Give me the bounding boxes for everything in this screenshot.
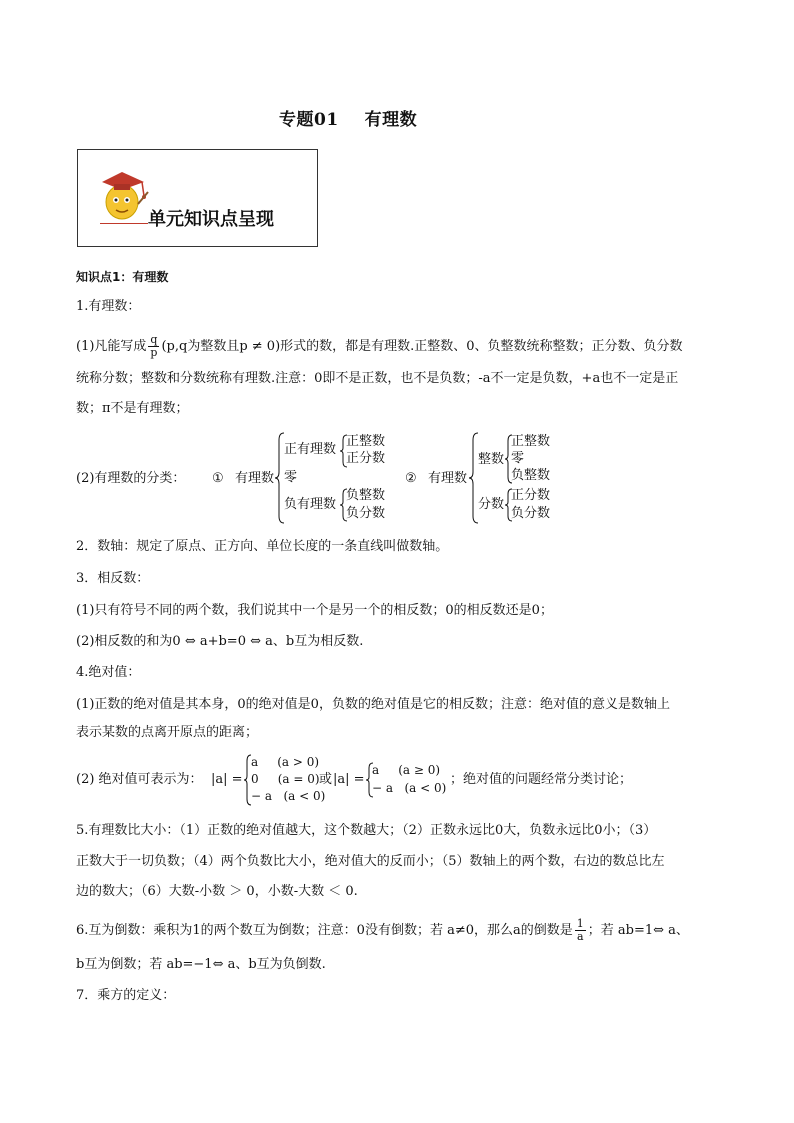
abs-case1-c: − a (a < 0) [251, 789, 326, 803]
c1-num: ① [212, 471, 224, 486]
s2-text: 2．数轴：规定了原点、正方向、单位长度的一条直线叫做数轴。 [76, 539, 449, 554]
abs-def-b: |a| = [333, 772, 365, 787]
section-banner [77, 149, 318, 247]
abs-case2-b: − a (a < 0) [372, 781, 447, 795]
abs-case1-b: 0 (a = 0) [251, 772, 320, 786]
s6-line1 [76, 918, 689, 943]
c1-root: 有理数 [235, 471, 275, 486]
kp1-heading: 知识点1：有理数 [76, 270, 169, 284]
fraction-1-over-a [575, 918, 586, 943]
s4-p2-tail: ；绝对值的问题经常分类讨论； [450, 772, 633, 787]
c2-frac-b: 负分数 [511, 506, 551, 521]
banner-title: 单元知识点呈现 [148, 209, 274, 230]
s1-p1-line1 [76, 334, 683, 359]
s4-p1-line1: (1)正数的绝对值是其本身，0的绝对值是0，负数的绝对值是它的相反数；注意：绝对值的意义是数轴上 [76, 697, 670, 712]
abs-or: 或 [319, 772, 333, 787]
s6-line1-a: 6.互为倒数：乘积为1的两个数互为倒数；注意：0没有倒数；若 a≠0，那么a的倒数是 [76, 923, 573, 938]
c2-int-a: 正整数 [511, 434, 551, 449]
c1-zero: 零 [284, 470, 298, 485]
s1-p1-line2: 统称分数；整数和分数统称有理数.注意：0即不是正数，也不是负数；-a不一定是负数，+a也不一定是正 [76, 371, 679, 386]
c2-root: 有理数 [428, 471, 468, 486]
c1-pos-a: 正整数 [346, 434, 386, 449]
s3-heading: 3．相反数： [76, 571, 150, 586]
c1-pos-b: 正分数 [346, 451, 386, 466]
title-part1: 专题01 [279, 110, 339, 130]
s5-line1: 5.有理数比大小：（1）正数的绝对值越大，这个数越大；（2）正数永远比0大，负数永远比0小；（3） [76, 823, 657, 838]
s1-p1-b: (p,q为整数且p ≠ 0)形式的数，都是有理数.正整数、0、负整数统称整数；正分数、负分数 [161, 339, 683, 354]
frac-num: 1 [576, 917, 584, 930]
c2-int-c: 负整数 [511, 468, 551, 483]
page-title [279, 105, 417, 130]
s1-heading: 1.有理数： [76, 299, 141, 314]
s4-heading: 4.绝对值： [76, 665, 141, 680]
s4-p1-line2: 表示某数的点离开原点的距离； [76, 725, 259, 740]
s4-p2-label: (2) 绝对值可表示为： [76, 772, 203, 787]
abs-def-a: |a| = [211, 772, 243, 787]
s1-p2-label: (2)有理数的分类： [76, 471, 186, 486]
c2-num: ② [405, 471, 417, 486]
s1-p1-line3: 数；π不是有理数； [76, 401, 189, 416]
c1-neg-b: 负分数 [346, 506, 386, 521]
s1-p1-a: (1)凡能写成 [76, 339, 147, 354]
title-part2: 有理数 [364, 110, 418, 130]
c1-neg: 负有理数 [284, 497, 337, 512]
s3-p2: (2)相反数的和为0 ⇔ a+b=0 ⇔ a、b互为相反数. [76, 634, 364, 649]
s6-line1-b: ；若 ab=1⇔ a、 [587, 923, 689, 938]
banner-underline [100, 223, 148, 224]
s5-line2: 正数大于一切负数；（4）两个负数比大小，绝对值大的反而小；（5）数轴上的两个数，右边的数总比左 [76, 854, 665, 869]
s3-p1: (1)只有符号不同的两个数，我们说其中一个是另一个的相反数；0的相反数还是0； [76, 603, 553, 618]
s5-line3: 边的数大；（6）大数-小数 ＞ 0，小数-大数 ＜ 0. [76, 884, 358, 899]
s7-heading: 7．乘方的定义： [76, 988, 176, 1003]
frac-den: p [150, 346, 158, 359]
frac-den: a [576, 930, 584, 943]
abs-case1-a: a (a > 0) [251, 755, 320, 769]
abs-case2-a: a (a ≥ 0) [372, 763, 441, 777]
c1-pos: 正有理数 [284, 442, 337, 457]
fraction-q-over-p [148, 334, 159, 359]
c2-int-b: 零 [511, 451, 525, 466]
c2-frac: 分数 [478, 497, 505, 512]
c2-int: 整数 [478, 452, 505, 467]
s6-line2: b互为倒数；若 ab=−1⇔ a、b互为负倒数. [76, 957, 326, 972]
c2-frac-a: 正分数 [511, 488, 551, 503]
frac-num: q [150, 333, 158, 346]
c1-neg-a: 负整数 [346, 488, 386, 503]
mascot-graduation-icon [92, 164, 152, 226]
